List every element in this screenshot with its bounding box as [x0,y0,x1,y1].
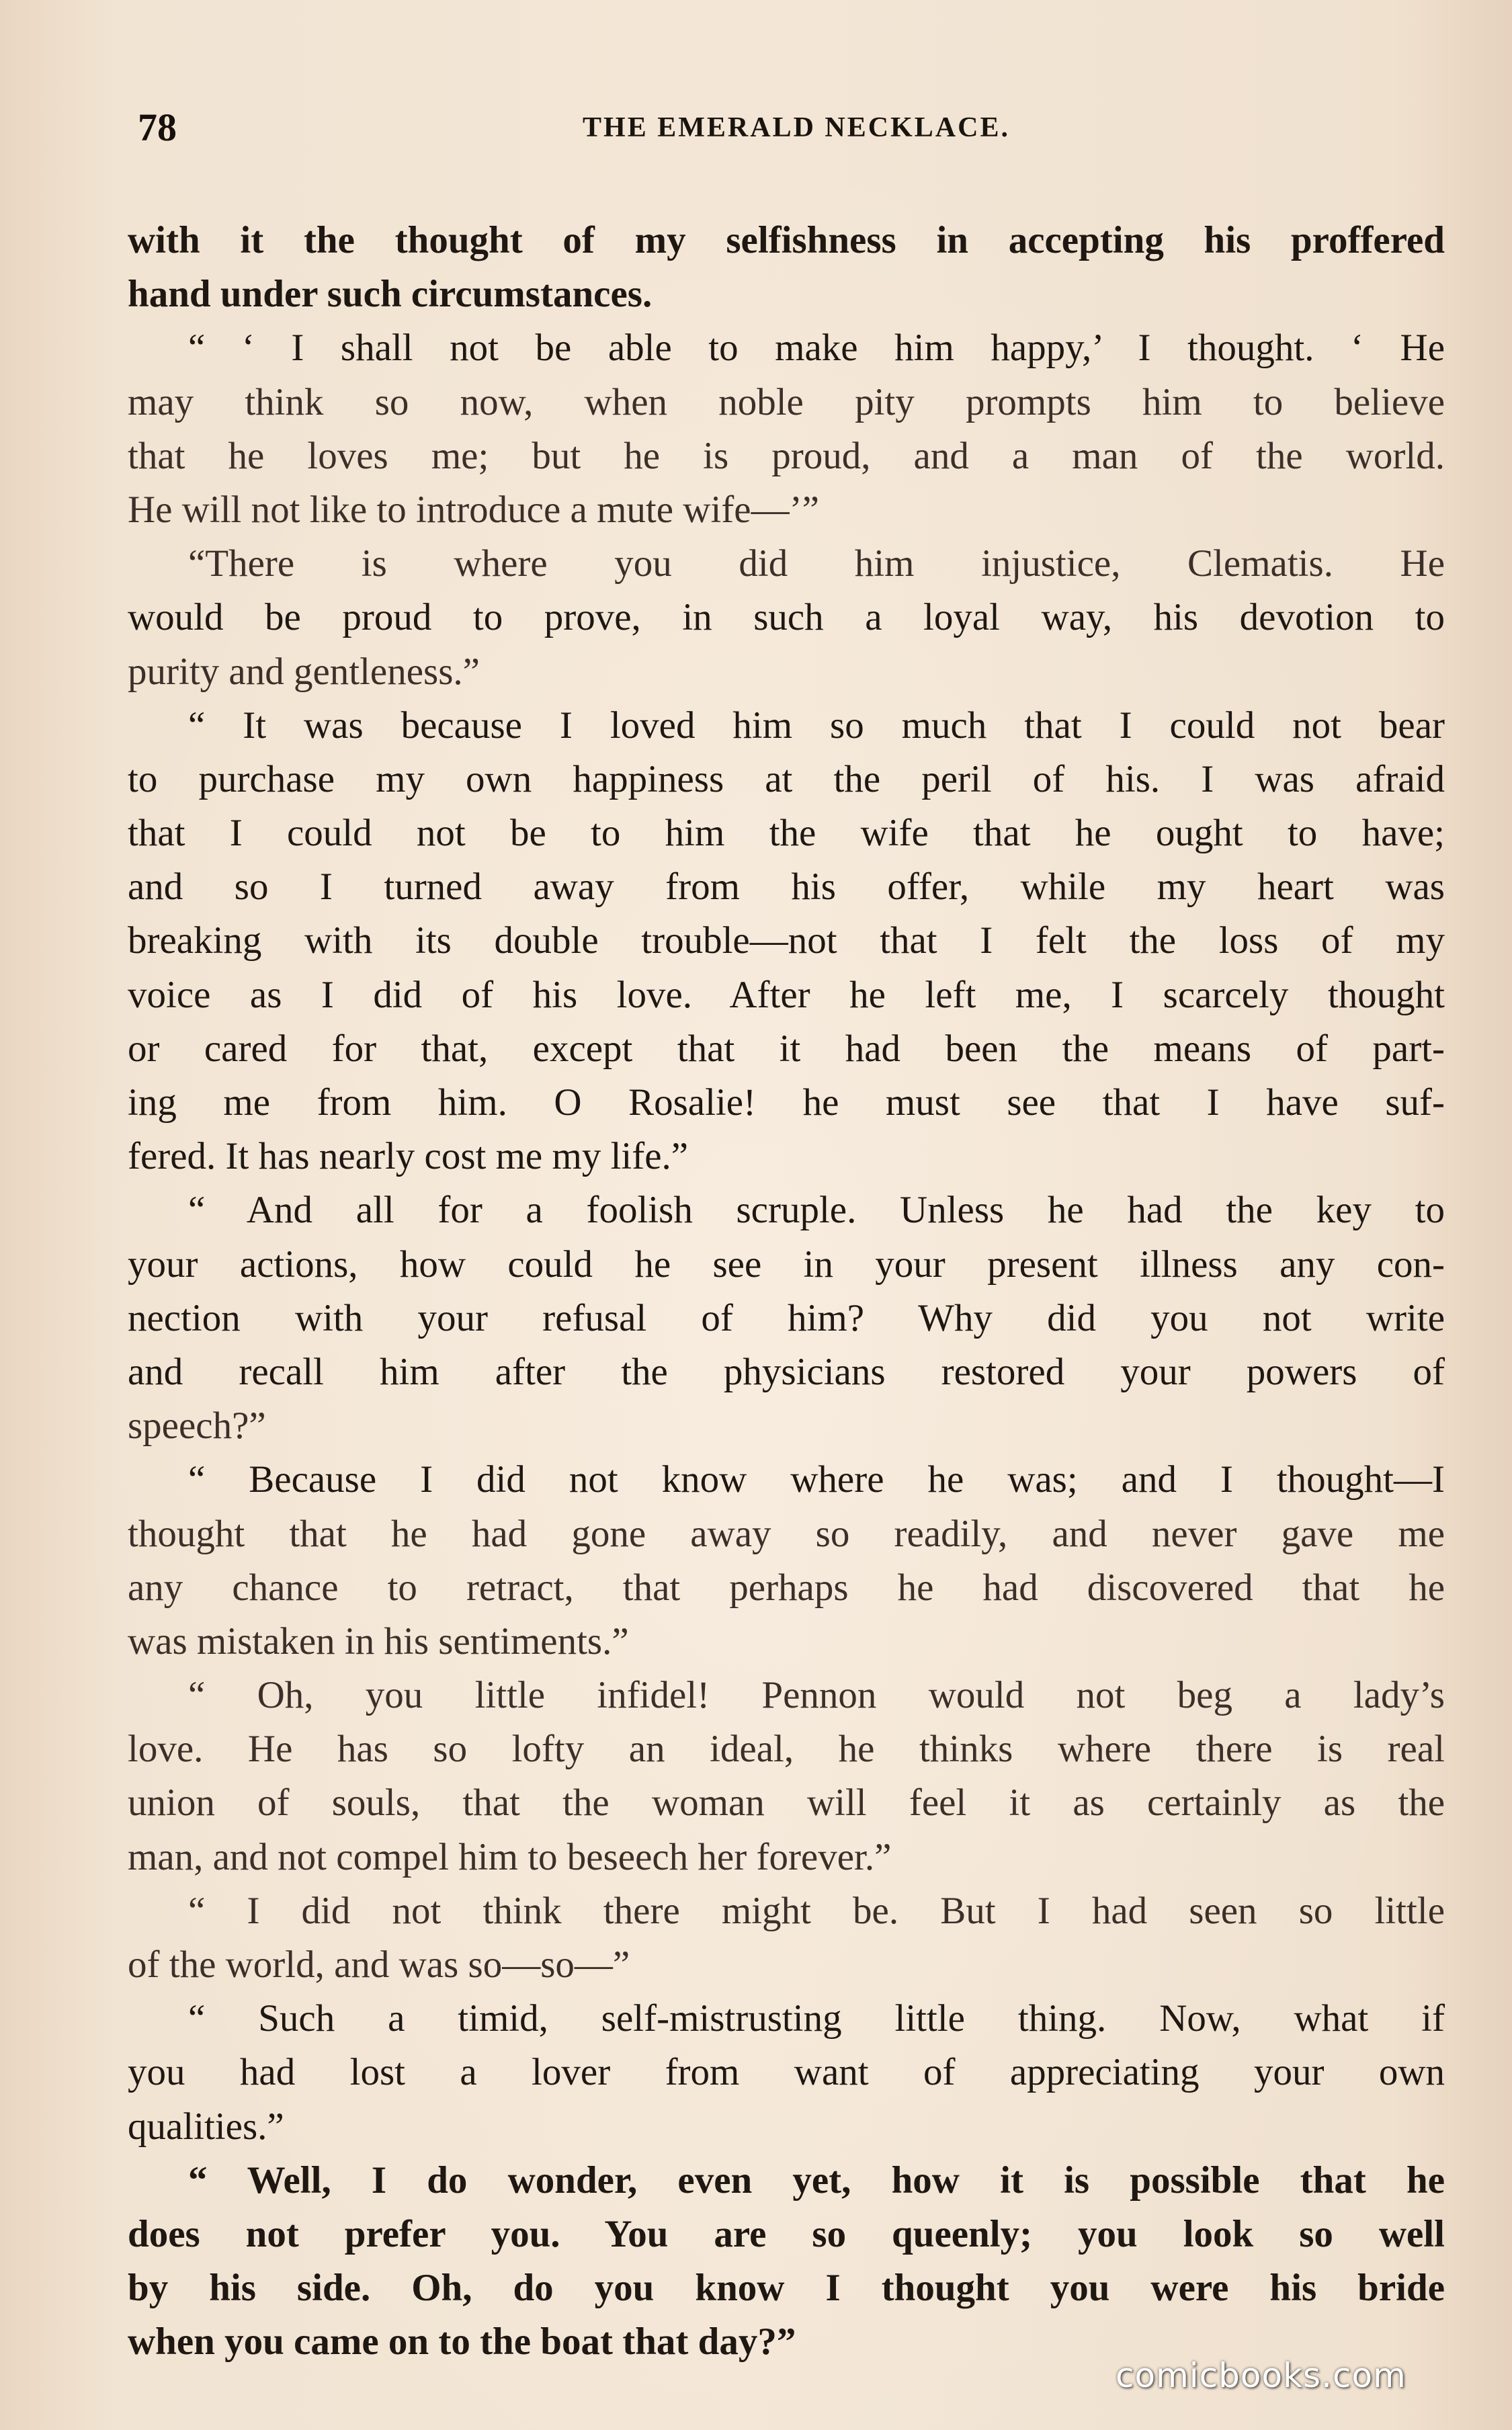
text-line: “ ‘ I shall not be able to make him happy,’ I thought. ‘ He [188,327,1445,370]
text-line: breaking with its double trouble—not that I felt the loss of my [128,919,1445,962]
text-line: man, and not compel him to beseech her forever.” [128,1835,892,1878]
text-line: you had lost a lover from want of appreciating your own [128,2051,1445,2094]
text-line: was mistaken in his sentiments.” [128,1620,629,1663]
text-line: to purchase my own happiness at the peril of his. I was afraid [128,757,1445,800]
text-line: “ Oh, you little infidel! Pennon would not beg a lady’s [188,1674,1445,1717]
text-line: He will not like to introduce a mute wife—’” [128,488,819,531]
text-line: by his side. Oh, do you know I thought you were his bride [128,2267,1445,2310]
text-line: speech?” [128,1405,266,1448]
text-line: “ Well, I do wonder, even yet, how it is possible that he [188,2159,1445,2202]
text-line: “ And all for a foolish scruple. Unless he had the key to [188,1189,1445,1232]
text-line: of the world, and was so—so—” [128,1943,630,1986]
watermark: comicbooks.com [1116,2356,1406,2395]
page-header [0,101,1512,155]
text-line: when you came on to the boat that day?” [128,2320,796,2363]
text-line: “ Such a timid, self-mistrusting little thing. Now, what if [188,1997,1445,2040]
text-line: would be proud to prove, in such a loyal way, his devotion to [128,596,1445,639]
text-line: “ I did not think there might be. But I had seen so little [188,1889,1445,1932]
text-line: hand under such circumstances. [128,273,653,316]
text-line: “There is where you did him injustice, Clematis. He [188,542,1445,585]
text-line: with it the thought of my selfishness in accepting his proffered [128,219,1445,261]
running-title: THE EMERALD NECKLACE. [583,112,1010,143]
text-line: or cared for that, except that it had been the means of part- [128,1027,1445,1070]
text-line: any chance to retract, that perhaps he had discovered that he [128,1566,1445,1609]
text-line: voice as I did of his love. After he left me, I scarcely thought [128,973,1445,1016]
text-line: that he loves me; but he is proud, and a man of the world. [128,434,1445,477]
text-line: fered. It has nearly cost me my life.” [128,1135,689,1178]
text-line: “ Because I did not know where he was; and I thought—I [188,1458,1445,1501]
text-line: union of souls, that the woman will feel it as certainly as the [128,1782,1445,1825]
text-line: “ It was because I loved him so much that I could not bear [188,704,1445,747]
text-line: thought that he had gone away so readily, and never gave me [128,1512,1445,1555]
text-line: nection with your refusal of him? Why did you not write [128,1296,1445,1339]
text-line: and recall him after the physicians restored your powers of [128,1350,1445,1393]
body-text [128,214,1445,2370]
text-line: and so I turned away from his offer, while my heart was [128,866,1445,909]
text-line: your actions, how could he see in your present illness any con- [128,1243,1445,1286]
text-line: purity and gentleness.” [128,650,480,693]
text-line: qualities.” [128,2105,284,2148]
page-number: 78 [138,106,177,149]
text-line: ing me from him. O Rosalie! he must see that I have suf- [128,1081,1445,1124]
text-line: that I could not be to him the wife that he ought to have; [128,812,1445,855]
text-line: does not prefer you. You are so queenly; you look so well [128,2212,1445,2255]
text-line: love. He has so lofty an ideal, he thinks where there is real [128,1728,1445,1771]
text-line: may think so now, when noble pity prompts him to believe [128,380,1445,423]
